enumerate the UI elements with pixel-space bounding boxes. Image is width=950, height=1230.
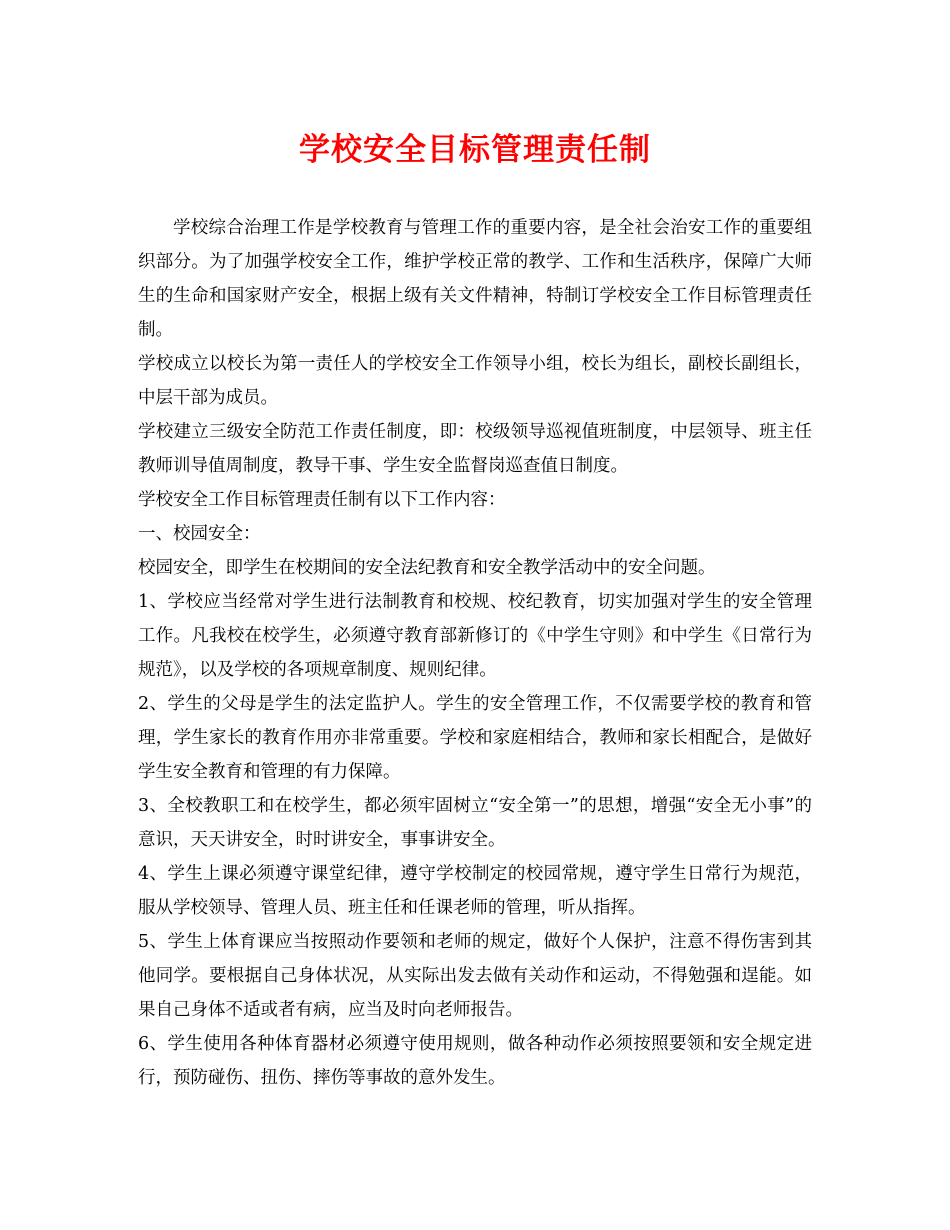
document-body bbox=[138, 211, 812, 1095]
document-title: 学校安全目标管理责任制 bbox=[299, 132, 651, 168]
paragraph-three-level-system: 学校建立三级安全防范工作责任制度，即：校级领导巡视值班制度，中层领导、班主任教师训导值周制度，教导干事、学生安全监督岗巡查值日制度。 bbox=[138, 422, 812, 476]
list-item-2: 2、学生的父母是学生的法定监护人。学生的安全管理工作，不仅需要学校的教育和管理，学生家长的教育作用亦非常重要。学校和家庭相结合，教师和家长相配合，是做好学生安全教育和管理的有力保障。 bbox=[138, 694, 812, 782]
list-item-6: 6、学生使用各种体育器材必须遵守使用规则，做各种动作必须按照要领和安全规定进行，预防碰伤、扭伤、摔伤等事故的意外发生。 bbox=[138, 1034, 812, 1088]
paragraph-campus-safety-definition: 校园安全，即学生在校期间的安全法纪教育和安全教学活动中的安全问题。 bbox=[138, 558, 716, 578]
paragraph-intro: 学校综合治理工作是学校教育与管理工作的重要内容，是全社会治安工作的重要组织部分。为了加强学校安全工作，维护学校正常的教学、工作和生活秩序，保障广大师生的生命和国家财产安全，根据上级有关文件精神，特制订学校安全工作目标管理责任制。 bbox=[138, 218, 812, 340]
paragraph-work-contents: 学校安全工作目标管理责任制有以下工作内容： bbox=[138, 490, 506, 510]
section-heading-campus-safety: 一、校园安全： bbox=[138, 524, 261, 544]
list-item-3: 3、全校教职工和在校学生，都必须牢固树立“安全第一”的思想，增强“安全无小事”的意识，天天讲安全，时时讲安全，事事讲安全。 bbox=[138, 796, 812, 850]
list-item-4: 4、学生上课必须遵守课堂纪律，遵守学校制定的校园常规，遵守学生日常行为规范，服从学校领导、管理人员、班主任和任课老师的管理，听从指挥。 bbox=[138, 864, 812, 918]
list-item-1: 1、学校应当经常对学生进行法制教育和校规、校纪教育，切实加强对学生的安全管理工作。凡我校在校学生，必须遵守教育部新修订的《中学生守则》和中学生《日常行为规范》，以及学校的各项规章制度、规则纪律。 bbox=[138, 592, 812, 680]
paragraph-leadership-group: 学校成立以校长为第一责任人的学校安全工作领导小组，校长为组长，副校长副组长，中层干部为成员。 bbox=[138, 354, 812, 408]
list-item-5: 5、学生上体育课应当按照动作要领和老师的规定，做好个人保护，注意不得伤害到其他同学。要根据自己身体状况，从实际出发去做有关动作和运动，不得勉强和逞能。如果自己身体不适或者有病，应当及时向老师报告。 bbox=[138, 932, 812, 1020]
